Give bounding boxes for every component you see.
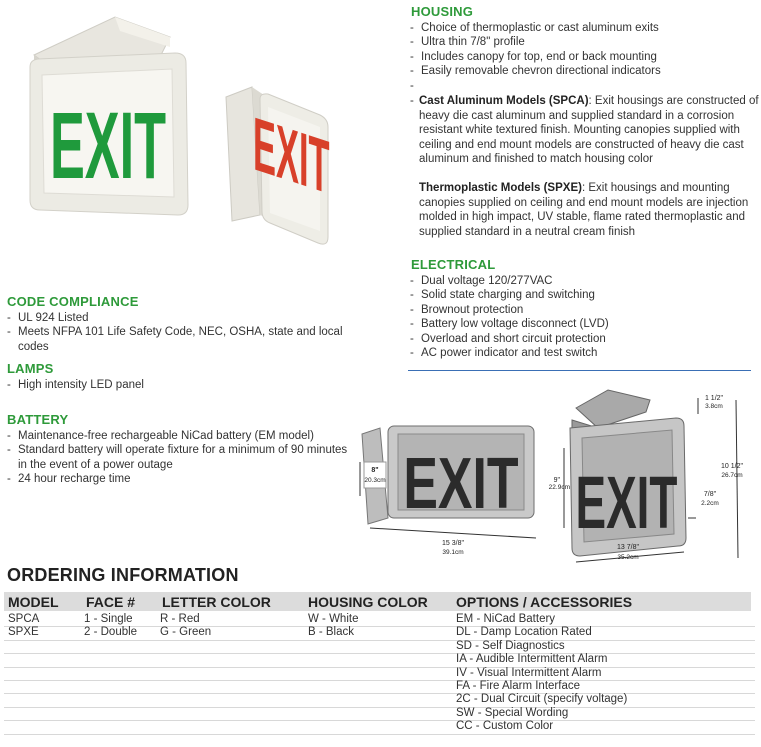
canopy-in: 1 1/2" [704, 395, 724, 402]
electrical-bullet: - Dual voltage 120/277VAC [410, 274, 755, 288]
battery-bullets [7, 429, 357, 487]
cell-option: CC - Custom Color [456, 720, 554, 733]
table-row [4, 667, 755, 681]
battery-bullet: - Standard battery will operate fixture for a minimum of 90 minutes in the event of a power outage [7, 443, 357, 472]
housing-bullets [410, 21, 755, 93]
electrical-bullet: - Battery low voltage disconnect (LVD) [410, 317, 755, 331]
electrical-bullets [410, 274, 755, 360]
ceiling-width-cm: 35.2cm [617, 554, 639, 561]
ceiling-depth-in: 7/8" [703, 491, 717, 498]
header-model: MODEL [8, 594, 59, 610]
end-mount-dimension-drawing [360, 426, 536, 556]
housing-bullet: - Ultra thin 7/8" profile [410, 35, 755, 49]
electrical-bullet: - Solid state charging and switching [410, 288, 755, 302]
cell-letter-color: G - Green [160, 626, 212, 639]
ceiling-width-in: 13 7/8" [617, 544, 639, 551]
spca-text: : Exit housings are constructed of heavy die cast aluminum and supplied standard in a corrosion resistant white textured finish. Mounting canopies supplied with ceiling and end mount models are constructed of heavy die cast aluminum and finished to match housing color [419, 95, 759, 166]
cell-face: 1 - Single [84, 613, 133, 625]
ceiling-height-in: 9" [553, 477, 560, 484]
table-row [4, 680, 755, 694]
header-options: OPTIONS / ACCESSORIES [456, 594, 633, 610]
spca-paragraph: - Cast Aluminum Models (SPCA): Exit housings are constructed of heavy die cast aluminum and supplied standard in a corrosion resistant white textured finish. Mounting canopies supplied with ceiling and end mount models are constructed of heavy die cast aluminum and finished to match housing color [410, 95, 759, 166]
cell-option: SW - Special Wording [456, 706, 569, 719]
battery-bullet: - 24 hour recharge time [7, 472, 357, 486]
spxe-label: Thermoplastic Models (SPXE) [419, 182, 582, 194]
cell-letter-color: R - Red [160, 613, 200, 625]
table-row [4, 693, 755, 707]
cell-option: DL - Damp Location Rated [456, 626, 592, 639]
spca-label: Cast Aluminum Models (SPCA) [419, 95, 589, 107]
code-compliance-title: CODE COMPLIANCE [7, 294, 139, 309]
table-row [4, 707, 755, 721]
battery-bullet: - Maintenance-free rechargeable NiCad battery (EM model) [7, 429, 357, 443]
ordering-title: ORDERING INFORMATION [7, 565, 239, 585]
cell-option: IV - Visual Intermittent Alarm [456, 666, 602, 679]
cell-option: EM - NiCad Battery [456, 613, 556, 625]
spxe-text: : Exit housings and mounting canopies supplied on ceiling and end mount models are injection molded in high impact, UV stable, flame rated thermoplastic and supplied standard in a neutral cream finish [419, 182, 749, 238]
cell-option: SD - Self Diagnostics [456, 639, 565, 652]
electrical-bullet: - AC power indicator and test switch [410, 346, 755, 360]
canopy-cm: 3.8cm [705, 403, 723, 410]
cell-option: 2C - Dual Circuit (specify voltage) [456, 693, 628, 706]
cell-model: SPXE [8, 626, 39, 639]
electrical-bullet: - Overload and short circuit protection [410, 332, 755, 346]
green-exit-text: EXIT [49, 93, 167, 200]
ordering-table-header [4, 592, 751, 611]
housing-title: HOUSING [411, 4, 474, 19]
cell-option: IA - Audible Intermittent Alarm [456, 653, 608, 666]
housing-bullet: - Easily removable chevron directional indicators [410, 64, 755, 78]
side-width-cm: 39.1cm [442, 549, 464, 556]
housing-bullet [410, 79, 755, 93]
side-height-in: 8" [371, 467, 379, 474]
battery-title: BATTERY [7, 412, 69, 427]
code-bullet: - Meets NFPA 101 Life Safety Code, NEC, OSHA, state and local codes [7, 325, 362, 354]
end-mount-exit-sign [226, 87, 330, 244]
ceiling-total-cm: 26.7cm [721, 472, 743, 479]
header-housing-color: HOUSING COLOR [308, 594, 428, 610]
housing-bullet: - Choice of thermoplastic or cast aluminum exits [410, 21, 755, 35]
spxe-paragraph [419, 181, 761, 239]
lamps-bullets [7, 378, 362, 392]
cell-housing-color: B - Black [308, 626, 355, 639]
code-bullet: - UL 924 Listed [7, 311, 362, 325]
table-row [4, 640, 755, 654]
ceiling-depth-cm: 2.2cm [701, 500, 719, 507]
ordering-table-body [4, 613, 755, 743]
cell-housing-color: W - White [308, 613, 359, 625]
exit-text-side: EXIT [403, 443, 519, 525]
cell-option: FA - Fire Alarm Interface [456, 680, 580, 692]
ceiling-mount-exit-sign [30, 17, 188, 215]
electrical-title: ELECTRICAL [411, 257, 496, 272]
side-height-cm: 20.3cm [364, 477, 386, 484]
dimension-drawings [358, 378, 758, 573]
table-row [4, 626, 755, 640]
table-row [4, 653, 755, 667]
housing-bullet: - Includes canopy for top, end or back mounting [410, 50, 755, 64]
cell-model: SPCA [8, 613, 40, 625]
red-exit-text: EXIT [253, 100, 330, 211]
side-width-in: 15 3/8" [442, 540, 464, 547]
ceiling-mount-dimension-drawing [549, 390, 744, 562]
product-photo [20, 15, 340, 250]
section-divider [408, 370, 751, 371]
header-face: FACE # [86, 594, 136, 610]
cell-face: 2 - Double [84, 626, 138, 639]
ceiling-total-in: 10 1/2" [721, 463, 743, 470]
exit-text-ceiling: EXIT [575, 461, 678, 545]
table-row [4, 613, 755, 627]
header-letter-color: LETTER COLOR [162, 594, 271, 610]
lamps-bullet: - High intensity LED panel [7, 378, 362, 392]
table-row [4, 720, 755, 734]
ceiling-height-cm: 22.9cm [548, 484, 570, 491]
code-compliance-bullets [7, 311, 362, 354]
electrical-bullet: - Brownout protection [410, 303, 755, 317]
lamps-title: LAMPS [7, 361, 54, 376]
